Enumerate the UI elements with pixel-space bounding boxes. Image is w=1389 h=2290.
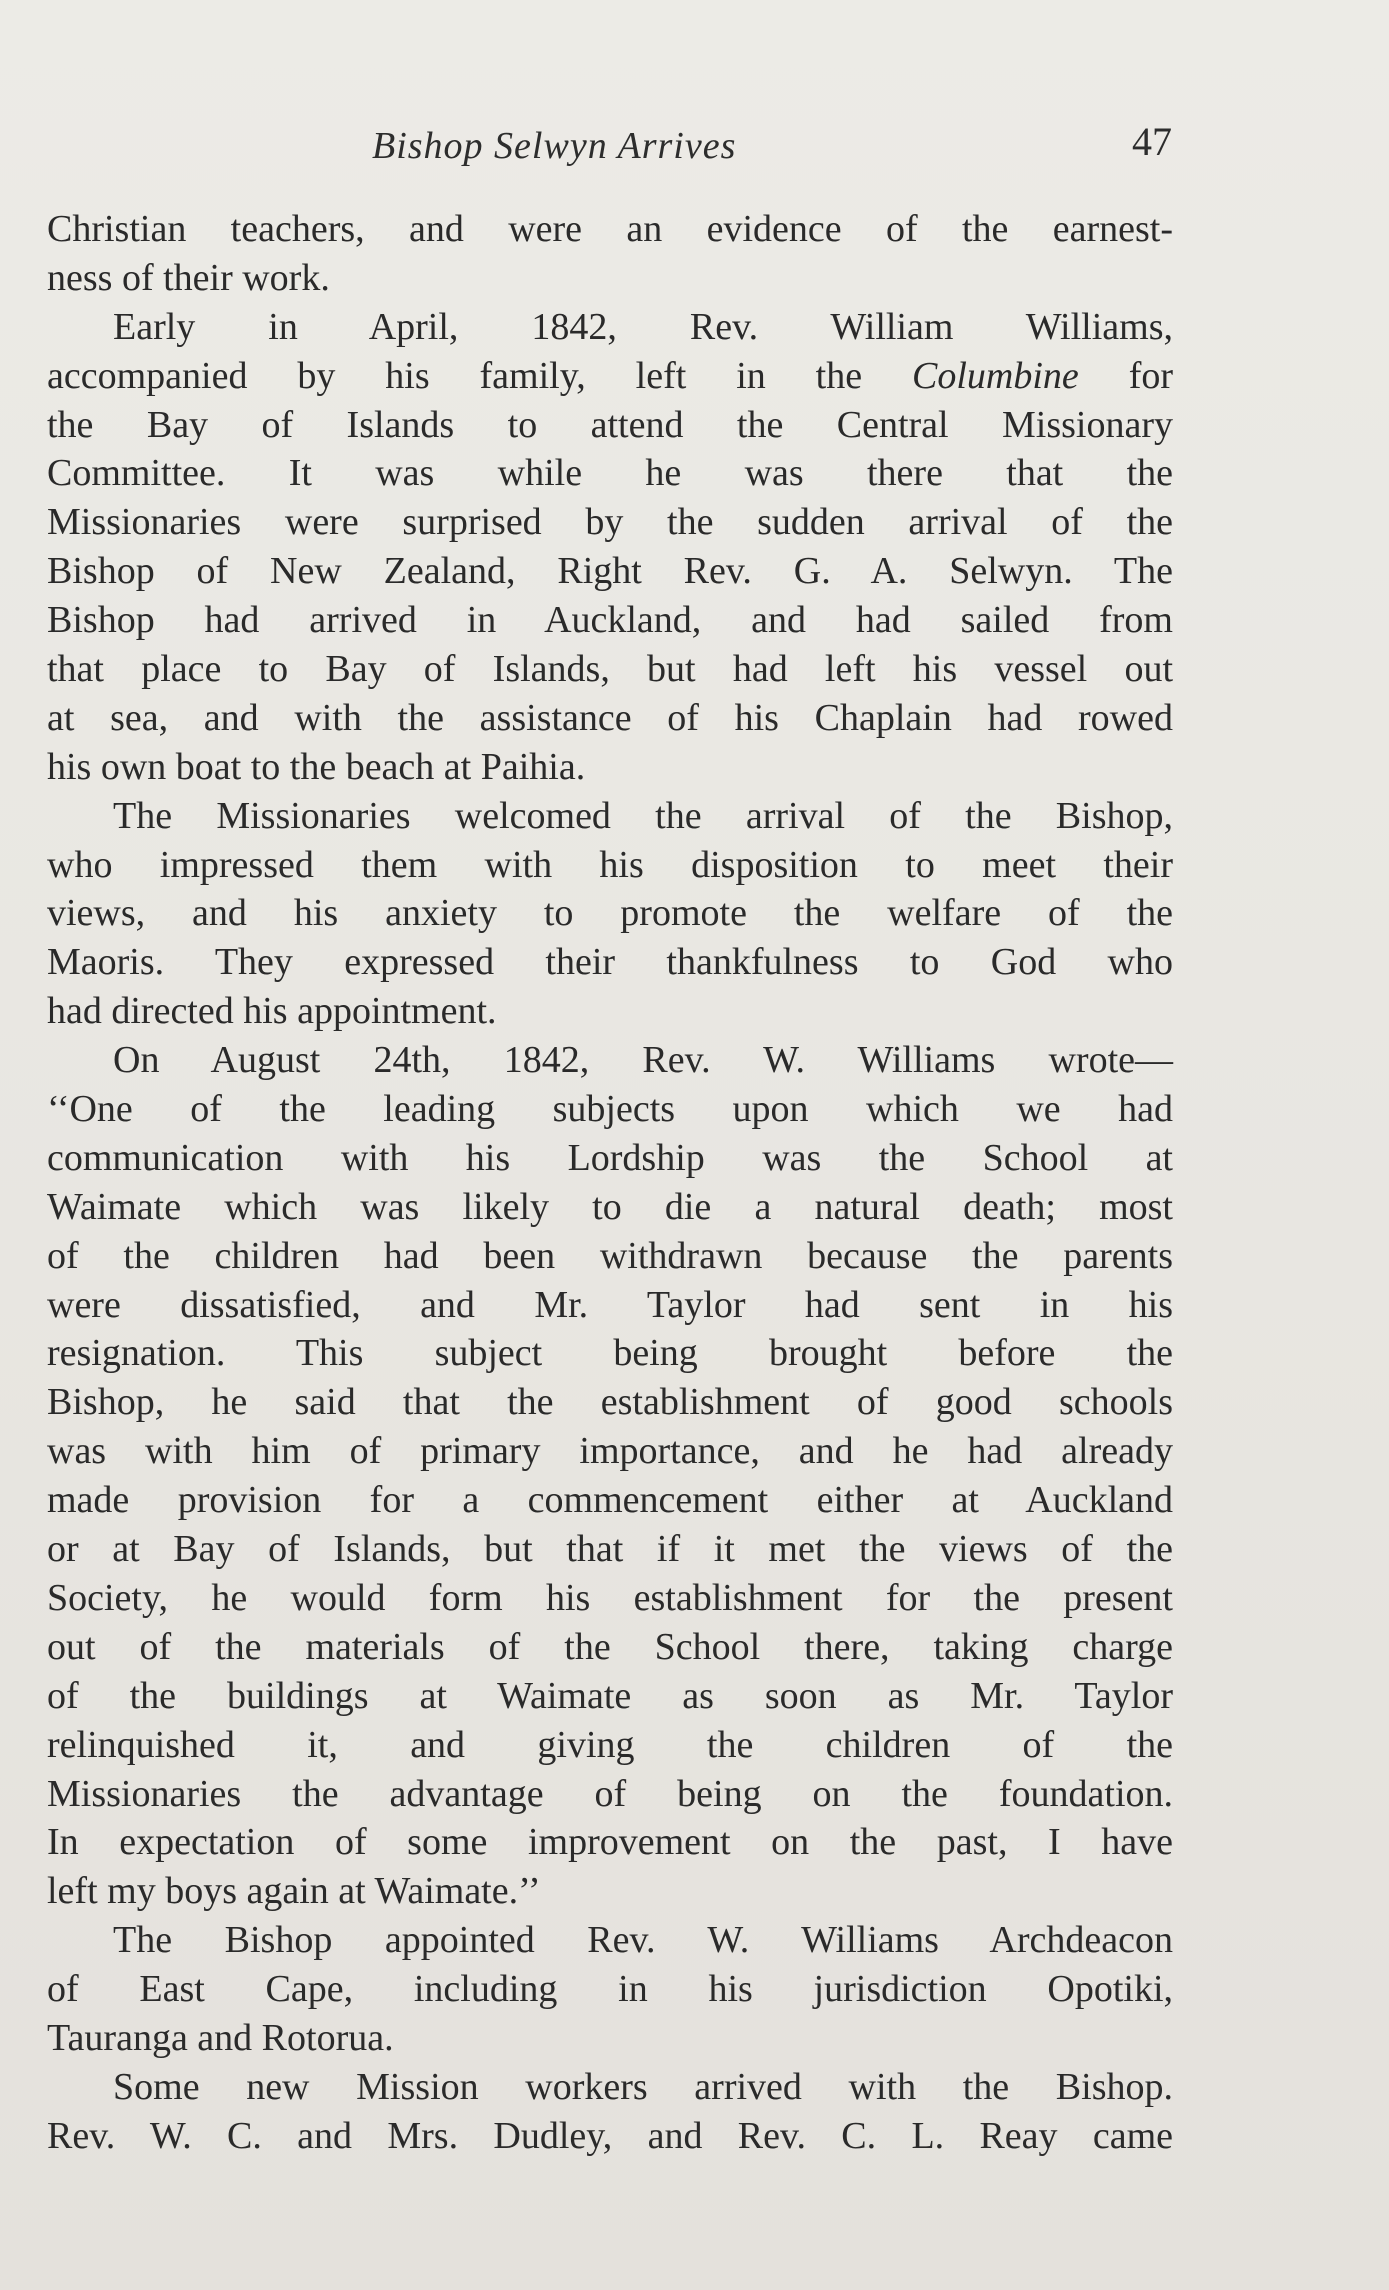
text-line [47,1672,1173,1721]
text-line [47,792,1173,841]
text-line [47,938,1173,987]
running-head [0,118,1389,178]
text-line [47,1232,1173,1281]
line-text: Missionaries were surprised by the sudden arrival of the [47,501,1173,544]
body-text [47,205,1173,2161]
line-text: The Bishop appointed Rev. W. Williams Archdeacon [113,1919,1173,1962]
line-text: Some new Mission workers arrived with the Bishop. [113,2065,1173,2108]
page-number: 47 [1132,119,1172,164]
line-text: that place to Bay of Islands, but had left his vessel out [47,648,1173,691]
text-line [47,694,1173,743]
text-line [47,1085,1173,1134]
line-text: made provision for a commencement either at Auckland [47,1479,1173,1522]
line-text: his own boat to the beach at Paihia. [47,745,586,788]
text-line [47,1770,1173,1819]
text-line [47,889,1173,938]
line-text: left my boys again at Waimate.’’ [47,1870,541,1913]
running-title: Bishop Selwyn Arrives [372,125,737,167]
line-text: out of the materials of the School there, taking charge [47,1625,1173,1668]
line-text: relinquished it, and giving the children of the [47,1723,1173,1766]
line-text-after: for [1078,354,1173,397]
text-line [47,1525,1173,1574]
line-text: In expectation of some improvement on the past, I have [47,1821,1173,1864]
line-text: had directed his appointment. [47,990,497,1033]
line-text: On August 24th, 1842, Rev. W. Williams wrote— [113,1039,1173,1082]
text-line [47,303,1173,352]
text-line [47,2112,1173,2161]
line-text: Rev. W. C. and Mrs. Dudley, and Rev. C. L. Reay came [47,2114,1173,2157]
line-text: views, and his anxiety to promote the welfare of the [47,892,1173,935]
line-text: the Bay of Islands to attend the Central Missionary [47,403,1173,446]
line-text: who impressed them with his disposition to meet their [47,843,1173,886]
line-text: The Missionaries welcomed the arrival of the Bishop, [113,794,1173,837]
text-line [47,1818,1173,1867]
line-text: Bishop, he said that the establishment of good schools [47,1381,1173,1424]
line-text: of the buildings at Waimate as soon as Mr. Taylor [47,1674,1173,1717]
line-text: Bishop of New Zealand, Right Rev. G. A. Selwyn. The [47,550,1173,593]
line-text: were dissatisfied, and Mr. Taylor had sent in his [47,1283,1173,1326]
text-line [47,645,1173,694]
line-text: Maoris. They expressed their thankfulness to God who [47,941,1173,984]
text-line [47,401,1173,450]
line-text: communication with his Lordship was the School at [47,1136,1173,1179]
text-line [47,1916,1173,1965]
text-line [47,1427,1173,1476]
text-line [47,2063,1173,2112]
text-line [47,1867,1173,1916]
line-text: at sea, and with the assistance of his Chaplain had rowed [47,696,1173,739]
text-line [47,547,1173,596]
text-line [47,2014,1173,2063]
text-line [47,449,1173,498]
text-line [47,841,1173,890]
text-line [47,1378,1173,1427]
text-line [47,1183,1173,1232]
text-line [47,254,1173,303]
line-text: Early in April, 1842, Rev. William Williams, [113,305,1173,348]
text-line [47,498,1173,547]
text-line [47,1574,1173,1623]
text-line [47,1721,1173,1770]
line-text: of the children had been withdrawn because the parents [47,1234,1173,1277]
text-line [47,205,1173,254]
text-line [47,1476,1173,1525]
line-text: Society, he would form his establishment for the present [47,1576,1173,1619]
text-line [47,1281,1173,1330]
line-text: or at Bay of Islands, but that if it met the views of the [47,1528,1173,1571]
line-text: Tauranga and Rotorua. [47,2016,394,2059]
text-line [47,743,1173,792]
line-text: accompanied by his family, left in the [47,354,912,397]
line-text: Missionaries the advantage of being on the foundation. [47,1772,1173,1815]
text-line [47,1965,1173,2014]
ship-name: Columbine [912,354,1079,397]
text-line [47,596,1173,645]
line-text: resignation. This subject being brought before the [47,1332,1173,1375]
line-text: Christian teachers, and were an evidence of the earnest- [47,208,1173,250]
text-line [47,1134,1173,1183]
line-text: Waimate which was likely to die a natural death; most [47,1185,1173,1228]
line-text: of East Cape, including in his jurisdiction Opotiki, [47,1968,1173,2011]
line-text: Bishop had arrived in Auckland, and had sailed from [47,599,1173,642]
line-text: Committee. It was while he was there that the [47,452,1173,495]
text-line [47,1036,1173,1085]
line-text: ‘‘One of the leading subjects upon which we had [47,1088,1173,1131]
text-line [47,352,1173,401]
text-line [47,1329,1173,1378]
line-text: ness of their work. [47,256,330,299]
text-line [47,987,1173,1036]
text-line [47,1623,1173,1672]
line-text: was with him of primary importance, and he had already [47,1430,1173,1473]
